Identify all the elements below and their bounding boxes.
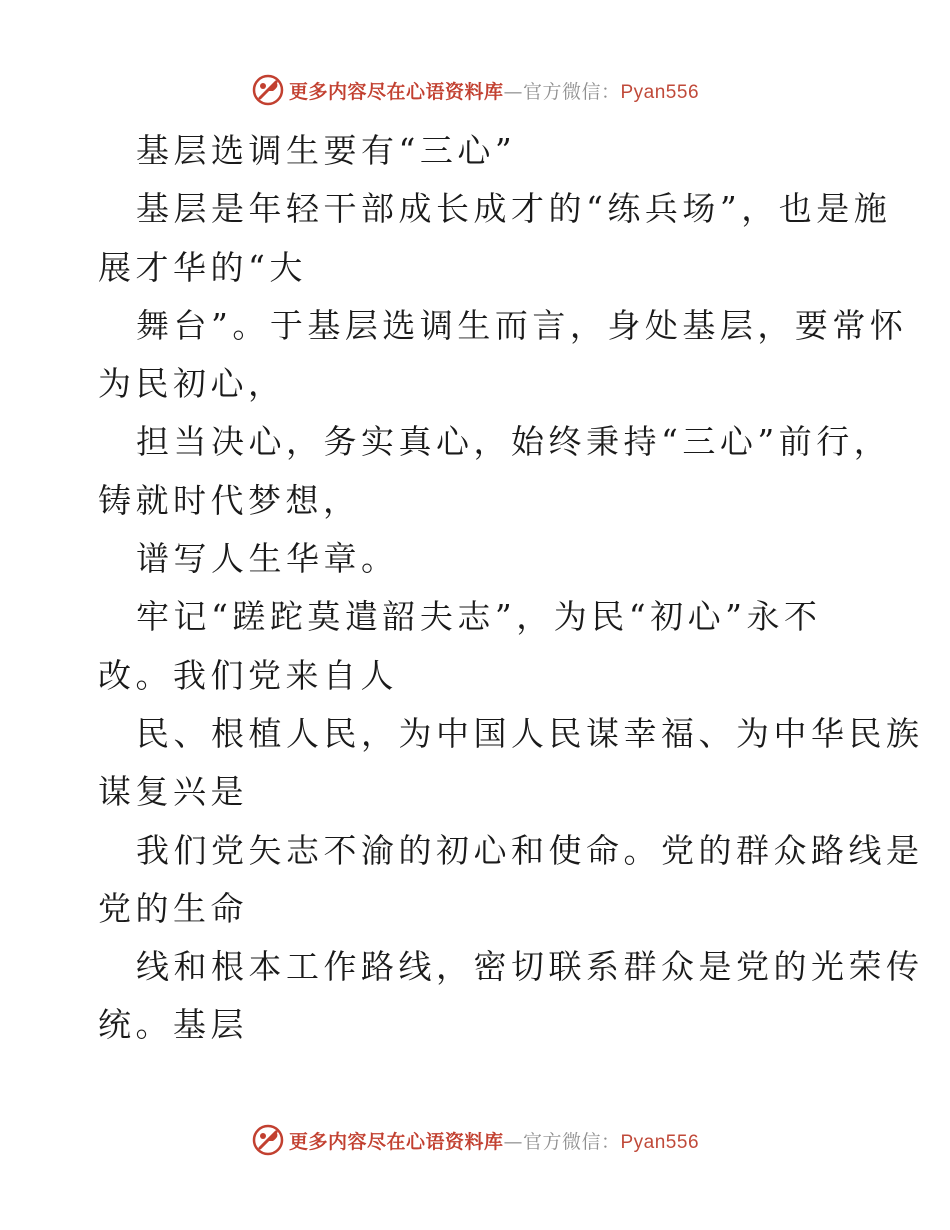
paragraph-line: 基层是年轻干部成长成才的“练兵场”，也是施: [136, 189, 892, 229]
quill-pen-logo-icon: [251, 1123, 285, 1157]
paragraph-line: 改。我们党来自人: [98, 655, 398, 695]
paragraph-line: 铸就时代梦想，: [98, 480, 361, 520]
banner-lead-text: 更多内容尽在心语资料库: [288, 80, 504, 103]
banner-wechat-id: Pyan556: [620, 81, 700, 103]
paragraph-line: 谋复兴是: [98, 772, 248, 812]
paragraph-line: 线和根本工作路线，密切联系群众是党的光荣传: [136, 947, 924, 987]
banner-separator: —: [503, 1130, 523, 1153]
banner-lead-text: 更多内容尽在心语资料库: [288, 1130, 504, 1153]
paragraph-line: 展才华的“大: [98, 247, 307, 287]
paragraph-line: 为民初心，: [98, 364, 286, 404]
paragraph-line: 舞台”。于基层选调生而言，身处基层，要常怀: [136, 305, 908, 345]
banner-text: [289, 1127, 699, 1154]
banner-wechat-id: Pyan556: [620, 1131, 700, 1153]
banner-wechat-label: 官方微信：: [522, 1130, 621, 1153]
document-body: [98, 122, 924, 1055]
header-banner: [0, 70, 950, 110]
document-title: 基层选调生要有“三心”: [136, 131, 517, 170]
paragraph-line: 谱写人生华章。: [136, 539, 399, 579]
quill-pen-logo-icon: [251, 73, 285, 107]
banner-separator: —: [503, 80, 523, 103]
paragraph-line: 牢记“蹉跎莫遣韶夫志”，为民“初心”永不: [136, 597, 822, 637]
banner-wechat-label: 官方微信：: [522, 80, 621, 103]
paragraph-line: 党的生命: [98, 888, 248, 928]
paragraph-line: 我们党矢志不渝的初心和使命。党的群众路线是: [136, 830, 924, 870]
paragraph-line: 民、根植人民，为中国人民谋幸福、为中华民族: [136, 713, 924, 753]
banner-text: [289, 77, 699, 104]
paragraph-line: 统。基层: [98, 1005, 248, 1045]
paragraph-line: 担当决心，务实真心，始终秉持“三心”前行，: [136, 422, 892, 462]
footer-banner: [0, 1120, 950, 1160]
